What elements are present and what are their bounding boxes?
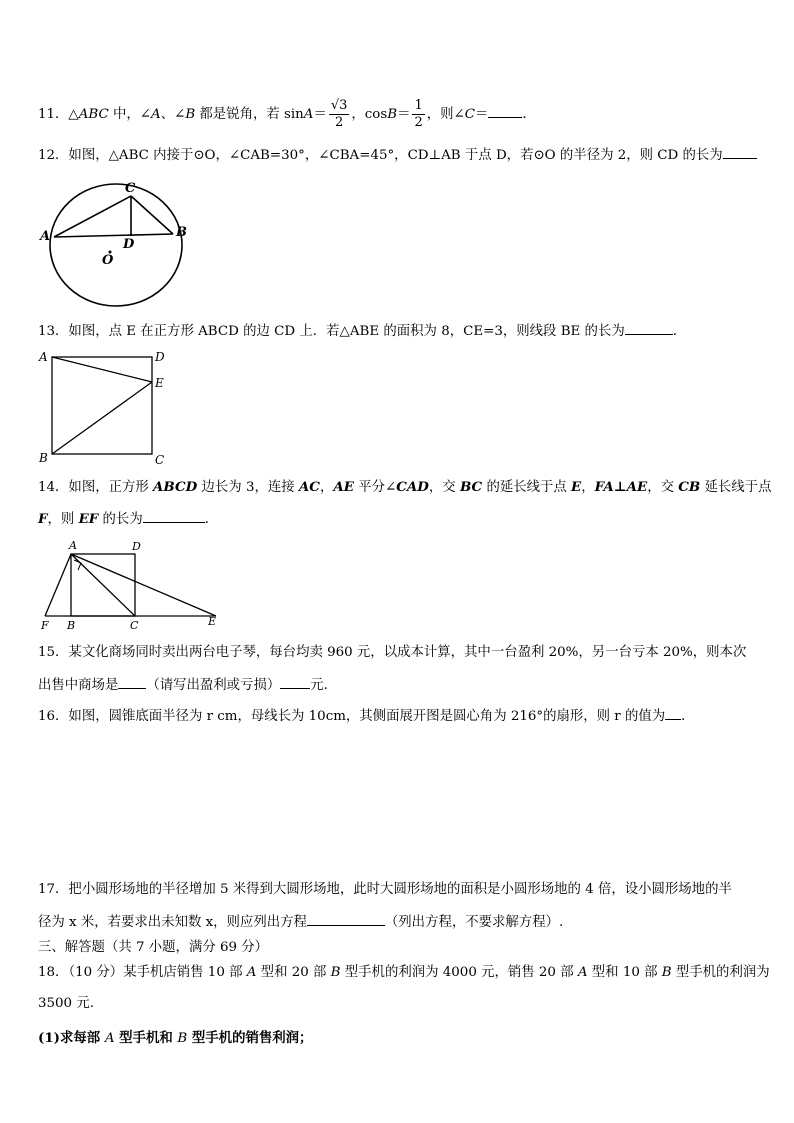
q18-text: 型手机的销售利润； [187,1030,313,1046]
question-17-line1 [38,880,732,900]
question-14-line1 [38,477,771,498]
q18-text: 18．（10 分）某手机店销售 10 部 [38,965,247,980]
segment-bc [131,196,173,234]
q11-text: 11．△ [38,107,79,122]
q11-text: ＝ [475,107,489,122]
q14-text: 14．如图，正方形 [38,480,154,495]
right-angle-mark [74,560,81,570]
q14-var: AC [298,479,320,495]
q14-text: ，交 [647,480,679,495]
segment-ae [71,554,216,616]
q14-square-figure [36,537,226,633]
label-d: D [123,237,135,252]
label-c: C [155,453,165,467]
q16-text: ． [681,709,695,724]
q18-text: 型手机的利润为 4000 元，销售 20 部 [340,965,578,980]
q13-text: ． [672,324,687,339]
label-e: E [208,615,217,628]
question-18-part1 [38,1028,312,1049]
q14-var: FA⊥AE [594,479,648,495]
q18-var: B [661,965,672,980]
q17-text: 径为 x 米，若要求出未知数 x，则应列出方程 [38,915,307,930]
q11-var: B [185,107,196,122]
segment-fa [45,554,71,616]
q18-var: B [177,1031,188,1046]
q11-text: ，则∠ [426,107,465,122]
fraction-denominator: 2 [335,115,344,130]
q13-text: 13．如图，点 E 在正方形 ABCD 的边 CD 上．若△ABE 的面积为 8，CE=3，则线段 BE 的长为 [38,324,625,339]
question-17-line2 [38,912,563,933]
q14-var: CAD [396,479,429,495]
q14-text: ， [319,480,334,495]
q18-var: B [330,965,341,980]
q16-text: 16．如图，圆锥底面半径为 r cm，母线长为 10cm，其侧面展开图是圆心角为 216°的扇形，则 r 的值为 [38,709,666,724]
segment-ab [54,234,173,237]
label-a: A [39,350,48,364]
answer-blank[interactable] [143,509,205,523]
section-title: 三、解答题（共 7 小题，满分 69 分） [38,940,269,955]
answer-blank[interactable] [625,321,673,335]
label-d: D [155,350,165,364]
q14-var: CB [678,479,701,495]
q17-text: （列出方程，不要求解方程）. [384,915,564,930]
q15-text: （请写出盈利或亏损） [146,678,281,693]
q14-var: F [38,511,48,527]
q14-var: E [571,479,582,495]
label-a: A [40,229,51,244]
answer-blank[interactable] [665,706,681,720]
q14-var: AE [333,479,354,495]
question-16 [38,706,695,727]
q18-text: 型和 10 部 [587,965,662,980]
q14-var: ABCD [153,479,198,495]
q18-text: 型和 20 部 [256,965,331,980]
q14-text: 平分∠ [353,480,397,495]
q14-text: 延长线于点 [700,480,772,495]
segment-ae [52,357,152,382]
q14-text: ． [204,512,219,527]
q14-text: ， [581,480,595,495]
q11-text: 、∠ [160,107,186,122]
q14-text: ，则 [47,512,79,527]
q15-text: 元. [310,678,328,693]
question-14-line2 [38,509,218,530]
q14-text: 的长为 [98,512,143,527]
segment-ac [54,196,131,237]
sinA-fraction [329,98,350,131]
fraction-numerator: 1 [414,98,423,113]
label-f: F [41,619,49,632]
q18-text: 型手机和 [114,1030,178,1046]
q18-var: A [104,1031,115,1046]
label-b: B [176,225,187,240]
q11-var: ABC [78,107,109,122]
label-a: A [69,539,77,552]
answer-blank[interactable] [488,104,522,118]
q14-text: 的延长线于点 [482,480,572,495]
q11-text: ，cos [351,107,388,122]
answer-blank[interactable] [307,912,385,926]
q12-circle-figure [36,178,196,310]
label-c: C [125,181,136,196]
q14-text: 边长为 3，连接 [197,480,299,495]
label-d: D [132,540,141,553]
label-c: C [130,619,139,632]
q15-text: 出售中商场是 [38,678,119,693]
q18-text: 型手机的利润为 [671,965,770,980]
answer-blank[interactable] [280,675,310,689]
cosB-fraction [412,98,424,131]
q13-square-figure [36,347,171,469]
q14-text: ，交 [428,480,460,495]
q11-text: ＝ [397,107,411,122]
question-13 [38,321,686,342]
segment-be [52,382,152,454]
q18-var: A [246,965,257,980]
q11-var: B [387,107,398,122]
q18-text: (1)求每部 [38,1030,105,1046]
q17-text: 17．把小圆形场地的半径增加 5 米得到大圆形场地，此时大圆形场地的面积是小圆形场地的 4 倍，设小圆形场地的半 [38,882,732,897]
q11-text: 都是锐角，若 sin [195,107,304,122]
label-o: O [102,253,114,268]
q11-var: A [151,107,161,122]
fraction-denominator: 2 [414,115,423,130]
q15-text: 15．某文化商场同时卖出两台电子琴，每台均卖 960 元，以成本计算，其中一台盈利 20%，另一台亏本 20%，则本次 [38,645,747,660]
label-b: B [67,619,76,632]
question-18-line2 [38,994,94,1014]
question-18-line1 [38,963,770,983]
question-11 [38,98,536,131]
label-b: B [39,451,48,465]
circle-o [50,184,182,306]
answer-blank[interactable] [723,145,757,159]
q18-text: 3500 元. [38,996,94,1011]
square-abcd [52,357,152,454]
q14-var: BC [459,479,483,495]
q14-var: EF [78,511,99,527]
section-heading [38,938,268,958]
q11-var: A [303,107,314,122]
q12-text: 12．如图，△ABC 内接于⊙O，∠CAB=30°，∠CBA=45°，CD⊥AB 于点 D，若⊙O 的半径为 2，则 CD 的长为 [38,148,723,163]
label-e: E [155,376,164,390]
answer-blank[interactable] [118,675,146,689]
question-15-line2 [38,675,328,696]
question-12 [38,145,757,166]
q11-text: 中，∠ [108,107,152,122]
q18-var: A [577,965,588,980]
q11-var: C [464,107,476,122]
q11-text: ． [522,107,536,122]
q11-text: ＝ [313,107,327,122]
fraction-numerator: √3 [330,98,348,113]
question-15-line1 [38,643,746,663]
